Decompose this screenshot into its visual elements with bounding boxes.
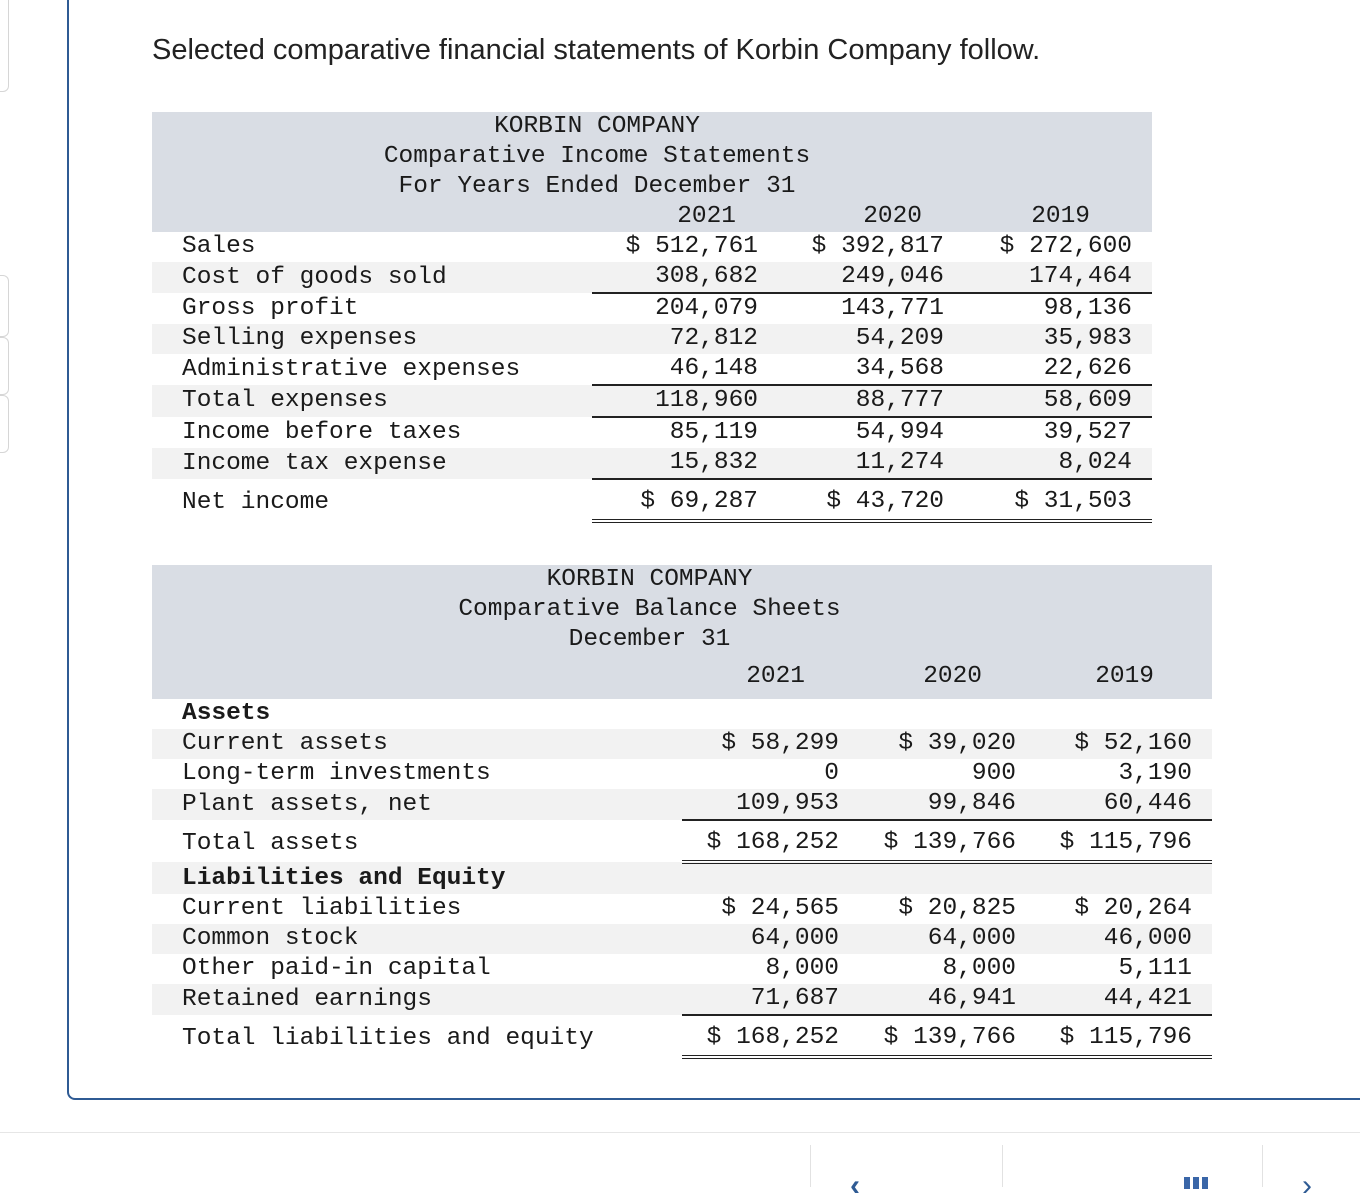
value-2021: 71,687 [682, 984, 859, 1015]
chevron-right-icon[interactable]: › [1302, 1169, 1312, 1202]
value-2021: $ 58,299 [682, 729, 859, 759]
row-label: Cost of goods sold [152, 262, 592, 293]
row-label: Gross profit [182, 294, 359, 322]
value-2021: $ 69,287 [592, 479, 778, 521]
value-2019: 174,464 [964, 262, 1152, 293]
row-label: Sales [182, 233, 256, 260]
value-2019: 35,983 [964, 324, 1152, 354]
value-2020: $ 20,825 [898, 895, 1016, 922]
row-label: Selling expenses [152, 324, 592, 354]
row-label: Total assets [182, 829, 359, 857]
is-row-tax [152, 448, 1152, 479]
value-2019: 58,609 [964, 385, 1152, 417]
value-2019: 22,626 [1043, 355, 1132, 382]
value-2020: 54,209 [778, 324, 964, 354]
value-2019: 5,111 [1118, 955, 1192, 982]
row-label: Income before taxes [182, 418, 462, 446]
bs-row-common-stock [152, 924, 1212, 954]
value-2021: 0 [824, 760, 839, 787]
value-2020: 34,568 [855, 355, 944, 382]
row-label: Income tax expense [152, 448, 592, 479]
is-row-income-before-taxes [152, 417, 1152, 448]
value-2020: 143,771 [778, 293, 964, 324]
is-year-2021: 2021 [592, 202, 778, 232]
bs-title: Comparative Balance Sheets [152, 595, 1212, 625]
value-2021: 8,000 [765, 955, 839, 982]
bs-period: December 31 [152, 625, 1212, 655]
bs-row-plant-assets [152, 789, 1212, 820]
value-2019: 8,024 [964, 448, 1152, 479]
value-2019: 60,446 [1036, 789, 1212, 820]
value-2019: $ 272,600 [999, 233, 1132, 260]
row-label: Total expenses [152, 385, 592, 417]
income-statement-table [152, 112, 1152, 523]
bs-liabilities-heading [152, 862, 1212, 894]
value-2021: 72,812 [592, 324, 778, 354]
row-label: Common stock [152, 924, 682, 954]
value-2019: $ 31,503 [964, 479, 1152, 521]
value-2020: $ 139,766 [859, 1015, 1036, 1057]
is-year-2019: 2019 [964, 202, 1152, 232]
value-2020: 64,000 [859, 924, 1036, 954]
value-2020: $ 43,720 [778, 479, 964, 521]
nav-divider [810, 1145, 811, 1187]
value-2020: $ 39,020 [859, 729, 1036, 759]
is-row-cogs [152, 262, 1152, 293]
value-2019: $ 52,160 [1036, 729, 1212, 759]
row-label: Other paid-in capital [182, 955, 491, 982]
is-title: Comparative Income Statements [152, 142, 1152, 172]
bs-row-total-liabilities-equity [152, 1015, 1212, 1057]
bs-assets-heading [152, 699, 1212, 729]
row-label: Long-term investments [182, 760, 491, 787]
value-2020: $ 392,817 [811, 233, 944, 260]
value-2020: 99,846 [859, 789, 1036, 820]
footer-nav [0, 1132, 1360, 1202]
bs-row-long-term-investments [152, 759, 1212, 789]
side-tab-2[interactable] [0, 337, 9, 395]
value-2020: 88,777 [778, 385, 964, 417]
value-2021: 109,953 [682, 789, 859, 820]
nav-divider [1002, 1145, 1003, 1187]
value-2020: 46,941 [859, 984, 1036, 1015]
value-2019: $ 115,796 [1036, 820, 1212, 862]
is-period: For Years Ended December 31 [152, 172, 1152, 202]
value-2019: 46,000 [1036, 924, 1212, 954]
row-label: Plant assets, net [152, 789, 682, 820]
is-row-admin [152, 354, 1152, 385]
value-2021: $ 168,252 [682, 820, 859, 862]
is-row-total-expenses [152, 385, 1152, 417]
side-tab-3[interactable] [0, 395, 9, 453]
value-2020: $ 139,766 [859, 820, 1036, 862]
bs-row-other-paid-in-capital [152, 954, 1212, 984]
value-2020: 54,994 [778, 417, 964, 448]
assets-heading: Assets [182, 700, 271, 727]
value-2019: $ 115,796 [1036, 1015, 1212, 1057]
value-2021: $ 168,252 [682, 1015, 859, 1057]
value-2020: 11,274 [778, 448, 964, 479]
bs-row-total-assets [152, 820, 1212, 862]
value-2020: 8,000 [942, 955, 1016, 982]
value-2021: 308,682 [592, 262, 778, 293]
is-body [152, 232, 1152, 521]
value-2019: 39,527 [964, 417, 1152, 448]
value-2019: 44,421 [1036, 984, 1212, 1015]
grid-icon[interactable] [1184, 1177, 1208, 1189]
bs-year-2021: 2021 [682, 655, 859, 699]
is-row-gross-profit [152, 293, 1152, 324]
value-2021: 118,960 [592, 385, 778, 417]
bs-row-current-liabilities [152, 894, 1212, 924]
value-2021: $ 512,761 [625, 233, 758, 260]
row-label: Administrative expenses [182, 355, 521, 383]
bs-row-retained-earnings [152, 984, 1212, 1015]
value-2020: 249,046 [778, 262, 964, 293]
nav-divider [1262, 1145, 1263, 1187]
row-label: Net income [182, 488, 330, 516]
value-2020: 900 [971, 760, 1016, 787]
chevron-left-icon[interactable]: ‹ [850, 1169, 860, 1202]
row-label: Retained earnings [152, 984, 682, 1015]
value-2021: 85,119 [592, 417, 778, 448]
value-2019: 3,190 [1118, 760, 1192, 787]
bs-row-current-assets [152, 729, 1212, 759]
is-company: KORBIN COMPANY [152, 112, 1152, 142]
value-2021: 15,832 [592, 448, 778, 479]
value-2021: 46,148 [669, 355, 758, 382]
bs-year-2019: 2019 [1036, 655, 1212, 699]
value-2019: $ 20,264 [1074, 895, 1192, 922]
is-row-selling [152, 324, 1152, 354]
side-tab-top[interactable] [0, 0, 9, 92]
row-label: Current assets [152, 729, 682, 759]
value-2019: 98,136 [964, 293, 1152, 324]
is-year-2020: 2020 [778, 202, 964, 232]
bs-company: KORBIN COMPANY [152, 565, 1212, 595]
is-row-sales [152, 232, 1152, 262]
value-2021: $ 24,565 [721, 895, 839, 922]
liabilities-heading: Liabilities and Equity [152, 862, 1212, 894]
intro-text: Selected comparative financial statements of Korbin Company follow. [152, 34, 1041, 66]
side-tab-1[interactable] [0, 275, 9, 337]
is-row-net-income [152, 479, 1152, 521]
value-2021: 64,000 [682, 924, 859, 954]
row-label: Current liabilities [182, 895, 462, 922]
balance-sheet-table [152, 565, 1212, 1059]
value-2021: 204,079 [592, 293, 778, 324]
row-label: Total liabilities and equity [182, 1024, 594, 1052]
bs-year-2020: 2020 [859, 655, 1036, 699]
